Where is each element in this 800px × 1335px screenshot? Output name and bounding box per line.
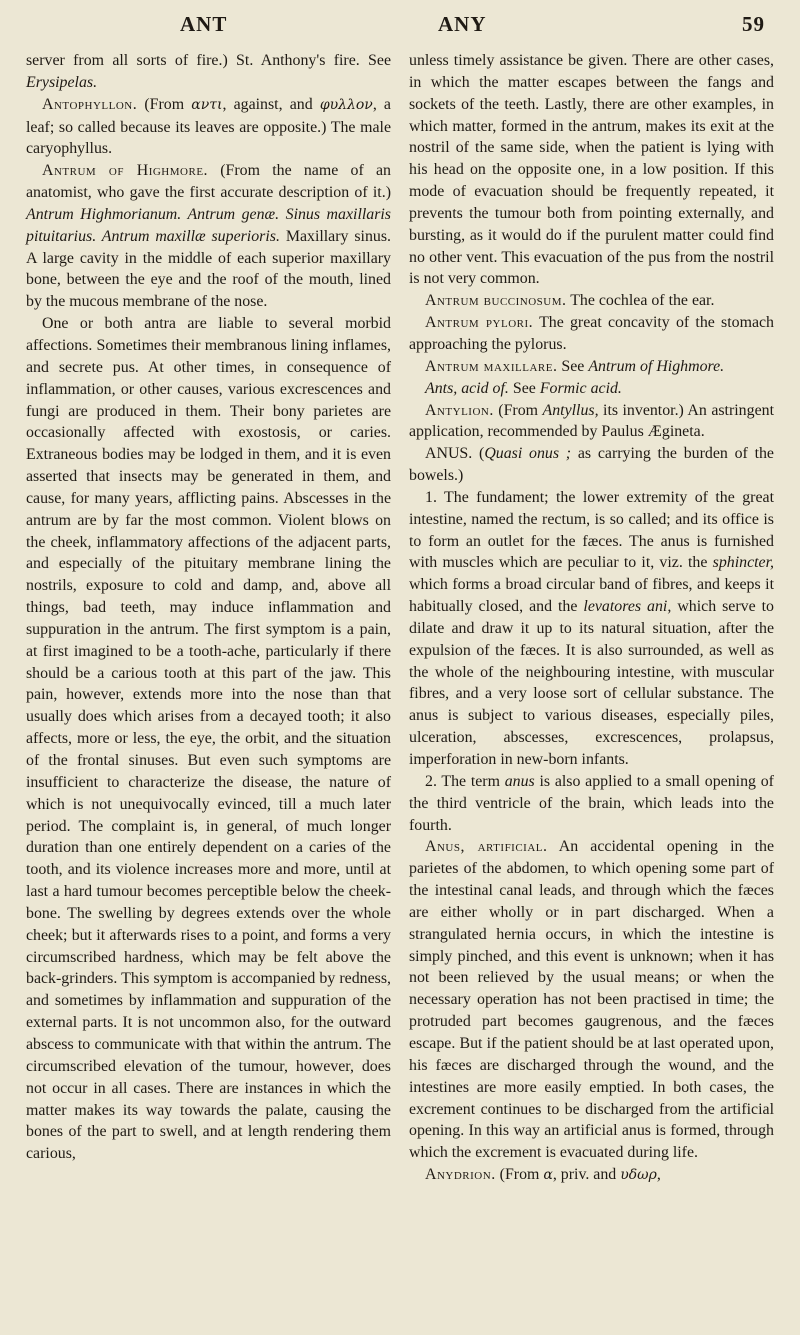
- entry-text: See: [561, 357, 585, 375]
- entry-text: , against, and: [222, 95, 313, 113]
- entry-antonii-ignis-continued: [26, 50, 391, 94]
- entry-antrum-of-highmore: [26, 160, 391, 313]
- header-center-word: ANY: [438, 12, 487, 36]
- cross-reference: Antrum of Highmore.: [588, 357, 725, 375]
- entry-subhead: acid of.: [461, 379, 509, 397]
- greek-word: υδωρ: [620, 1167, 657, 1184]
- entry-headword: Antrum maxillare.: [425, 357, 558, 375]
- entry-headword: Anydrion.: [425, 1166, 496, 1184]
- entry-antrum-buccinosum: [409, 290, 774, 312]
- entry-text: ,: [656, 1166, 661, 1184]
- entry-headword: Antylion.: [425, 401, 494, 419]
- entry-text: The cochlea of the ear.: [570, 292, 715, 310]
- entry-synonyms: Antrum Highmorianum. Antrum genæ. Sinus maxillaris pituitarius. Antrum maxillæ superioris.: [26, 205, 391, 245]
- page-number: 59: [742, 12, 765, 36]
- entry-etymology: Quasi onus ;: [484, 445, 572, 463]
- right-column: [409, 50, 774, 1187]
- entry-ants-acid: [409, 378, 774, 400]
- entry-text: (From: [144, 95, 185, 113]
- entry-text: unless timely assistance be given. There are other cases, in which the matter escapes between the fangs and sockets of the teeth. Lastly, there are other examples, in which matter, formed in the antrum, makes its exit at the nostril of the same side, when the patient is lying with his head on the opposite one, in a low position. If this mode of evacuation should be frequently repeated, it prevents the tumour both from pointing externally, and bursting, as it would do if the purulent matter could find no other vent. This evacuation of the pus from the nostril is not very common.: [409, 52, 774, 288]
- entry-headword: Antophyllon.: [42, 95, 138, 113]
- running-head: [0, 12, 800, 42]
- entry-text: , priv. and: [552, 1166, 617, 1184]
- entry-anydrion: [409, 1164, 774, 1187]
- entry-text: its inventor.) An astringent application, recommended by Paulus Ægineta.: [409, 401, 774, 441]
- entry-antrum-continued: [409, 50, 774, 290]
- entry-text: (From the name of an anatomist, who gave the first accurate description of it.): [26, 162, 391, 202]
- left-column: [26, 50, 391, 1165]
- entry-text: which forms a broad circular band of fibres, and keeps it habitually closed, and the: [409, 576, 774, 616]
- entry-text: server from all sorts of fire.) St. Anthony's fire. See: [26, 52, 391, 69]
- greek-word: α: [543, 1167, 553, 1184]
- entry-text: , a leaf; so called because its leaves are opposite.) The male caryophyllus.: [26, 95, 391, 158]
- entry-anus-sense-1: [409, 487, 774, 771]
- entry-italic: Antyllus,: [542, 401, 599, 419]
- entry-text: An accidental opening in the parietes of the abdomen, to which opening some part of the intestinal canal leads, and through which the fæces are either wholly or in part discharged. When a strangulated hernia occurs, in which the intestine is simply pinched, and this event is unknown; when it has not been relieved by the usual means; or when the necessary operation has not been practised in time; the protruded part becomes gaugrenous, and the fæces escape. But if the patient should be at last operated upon, his fæces are discharged through the wound, and the intestines are more easily emptied. In both cases, the excrement continues to be discharged from the artificial opening. In this way an artificial anus is formed, through which the excrement is evacuated during life.: [409, 838, 774, 1162]
- entry-text: One or both antra are liable to several morbid affections. Sometimes their membranous lining inflames, and secrete pus. At other times, in consequence of inflammation, or other causes, various excrescences and fungi are produced in them. Their bony parietes are occasionally affected with exostosis, or caries. Extraneous bodies may be lodged in them, and it is even asserted that insects may be generated in them, and cause, for many years, afflicting pains. Abscesses in the antrum are by far the most common. Violent blows on the cheek, inflammatory affections of the adjacent parts, and especially of the pituitary membrane lining the nostrils, exposure to cold and damp, and, above all things, bad teeth, may induce inflammation and suppuration in the antrum. The first symptom is a pain, at first imagined to be a tooth-ache, particularly if there should be a carious tooth at this part of the jaw. This pain, however, extends more into the nose than that usually does which arises from a decayed tooth; it also affects, more or less, the eye, the orbit, and the situation of the frontal sinuses. But even such symptoms are insufficient to characterize the disease, the nature of which is not unequivocally evinced, till a much later period. The complaint is, in general, of much longer duration than one entirely dependent on a caries of the tooth, and its violence increases more and more, until at last a hard tumour becomes perceptible below the cheek-bone. The swelling by degrees extends over the whole cheek; but it afterwards rises to a point, and forms a very circumscribed hardness, which may be felt above the back-grinders. This symptom is accompanied by redness, and sometimes by inflammation and suppuration of the external parts. It is not uncommon also, for the outward abscess to communicate with that within the antrum. The circumscribed elevation of the tumour, however, does not occur in all cases. There are instances in which the matter makes its way towards the palate, causing the bones of the part to swell, and at length rendering them carious,: [26, 315, 391, 1163]
- entry-text: 2. The term: [425, 772, 500, 790]
- entry-text: See: [512, 379, 536, 397]
- entry-text: (From: [498, 401, 539, 419]
- entry-text: is also applied to a small opening of the third ventricle of the brain, which leads into the fourth.: [409, 772, 774, 834]
- entry-antophyllon: [26, 94, 391, 161]
- entry-headword: Antrum buccinosum.: [425, 292, 567, 310]
- entry-text: (From: [499, 1166, 540, 1184]
- entry-anus-artificial: [409, 836, 774, 1164]
- entry-antrum-pylori: [409, 312, 774, 356]
- entry-anus-sense-2: [409, 771, 774, 837]
- greek-word: φυλλον: [319, 96, 373, 113]
- entry-italic: anus: [504, 772, 535, 790]
- entry-headword: Antrum pylori.: [425, 314, 534, 332]
- entry-text: as carrying the burden of the bowels.): [409, 445, 774, 485]
- entry-antylion: [409, 400, 774, 444]
- entry-text: The great concavity of the stomach approaching the pylorus.: [409, 314, 775, 353]
- entry-text: which serve to dilate and draw it up to its natural situation, after the expulsion of the fæces. It is also surrounded, as well as the whole of the neighbouring intestine, with muscular fibres, and a very loose sort of cellular substance. The anus is subject to various diseases, especially piles, ulceration, abscesses, excrescences, prolapsus, imperforation in new-born infants.: [409, 598, 774, 768]
- entry-headword: Antrum of Highmore.: [42, 162, 209, 180]
- entry-antrum-diseases: [26, 313, 391, 1165]
- entry-text: Maxillary sinus. A large cavity in the middle of each superior maxillary bone, between the eye and the roof of the mouth, lined by the mucous membrane of the nose.: [26, 227, 391, 311]
- entry-headword: ANUS.: [425, 445, 473, 463]
- entry-text: (: [479, 445, 485, 463]
- entry-italic: levatores ani,: [583, 598, 672, 616]
- entry-anus: [409, 443, 774, 487]
- greek-word: αντι: [191, 96, 223, 113]
- entry-antrum-maxillare: [409, 356, 774, 378]
- entry-text: 1. The fundament; the lower extremity of the great intestine, named the rectum, is so called; and its office is to form an outlet for the fæces. The anus is furnished with muscles which are peculiar to it, viz. the: [409, 488, 774, 572]
- entry-italic: sphincter,: [712, 554, 774, 572]
- cross-reference: Erysipelas.: [26, 73, 98, 91]
- entry-headword: Ants,: [425, 379, 458, 397]
- entry-headword: Anus, artificial.: [425, 838, 548, 856]
- cross-reference: Formic acid.: [539, 379, 622, 397]
- header-left-word: ANT: [180, 12, 228, 36]
